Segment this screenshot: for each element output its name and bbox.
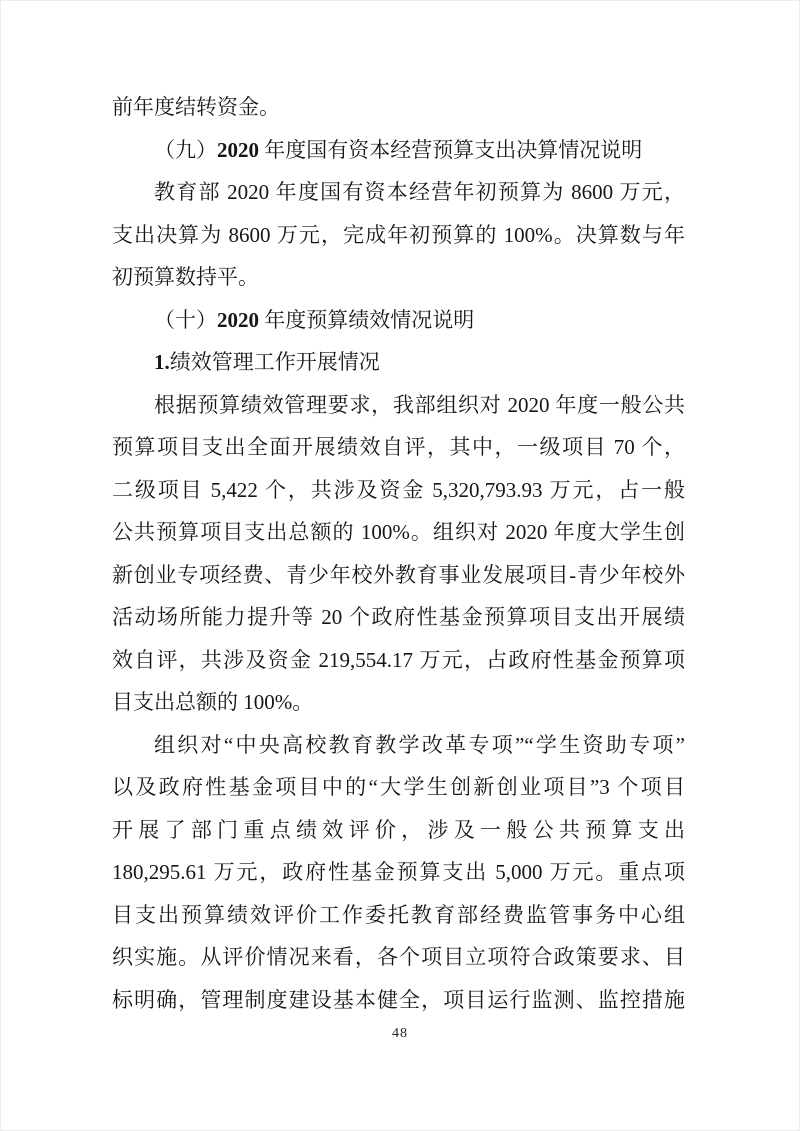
text-line: 新创业专项经费、青少年校外教育事业发展项目-青少年校外 — [112, 562, 685, 587]
text-line: 标明确，管理制度建设基本健全，项目运行监测、监控措施 — [112, 987, 685, 1012]
heading-title: 年度国有资本经营预算支出决算情况说明 — [259, 137, 643, 162]
text-line: 180,295.61 万元，政府性基金预算支出 5,000 万元。重点项 — [112, 860, 685, 884]
page-number: 48 — [392, 1026, 408, 1041]
subsection-heading-1 — [112, 341, 685, 384]
text-line: 效自评，共涉及资金 219,554.17 万元，占政府性基金预算项 — [112, 647, 685, 672]
text-line: 目支出预算绩效评价工作委托教育部经费监管事务中心组 — [112, 902, 685, 927]
document-body — [112, 86, 685, 1021]
text-line: 以及政府性基金项目中的“大学生创新创业项目”3 个项目 — [112, 775, 685, 799]
text-line: 教育部 2020 年度国有资本经营年初预算为 8600 万元， — [154, 180, 685, 204]
text-line: 初预算数持平。 — [112, 265, 259, 289]
text-line: 前年度结转资金。 — [112, 95, 280, 119]
text-line: 织实施。从评价情况来看，各个项目立项符合政策要求、目 — [112, 945, 685, 969]
section-heading-9 — [112, 129, 685, 172]
text-line: 组织对“中央高校教育教学改革专项”“学生资助专项” — [154, 732, 685, 757]
subsection-title: 绩效管理工作开展情况 — [169, 350, 380, 374]
heading-year: 2020 — [217, 307, 259, 332]
text-line: 活动场所能力提升等 20 个政府性基金预算项目支出开展绩 — [112, 605, 685, 629]
text-line: 公共预算项目支出总额的 100%。组织对 2020 年度大学生创 — [112, 520, 685, 544]
heading-prefix: （十） — [154, 307, 217, 332]
section-heading-10 — [112, 299, 685, 342]
text-line: 目支出总额的 100%。 — [112, 690, 314, 714]
text-line: 二级项目 5,422 个，共涉及资金 5,320,793.93 万元，占一般 — [112, 477, 685, 502]
heading-title: 年度预算绩效情况说明 — [259, 307, 475, 332]
text-line: 开展了部门重点绩效评价，涉及一般公共预算支出 — [112, 817, 685, 842]
text-line: 根据预算绩效管理要求，我部组织对 2020 年度一般公共 — [154, 392, 685, 417]
text-line: 预算项目支出全面开展绩效自评，其中，一级项目 70 个， — [112, 435, 685, 459]
text-line: 支出决算为 8600 万元，完成年初预算的 100%。决算数与年 — [112, 222, 685, 247]
subsection-number: 1. — [154, 350, 170, 374]
heading-year: 2020 — [217, 137, 259, 162]
heading-prefix: （九） — [154, 137, 217, 162]
